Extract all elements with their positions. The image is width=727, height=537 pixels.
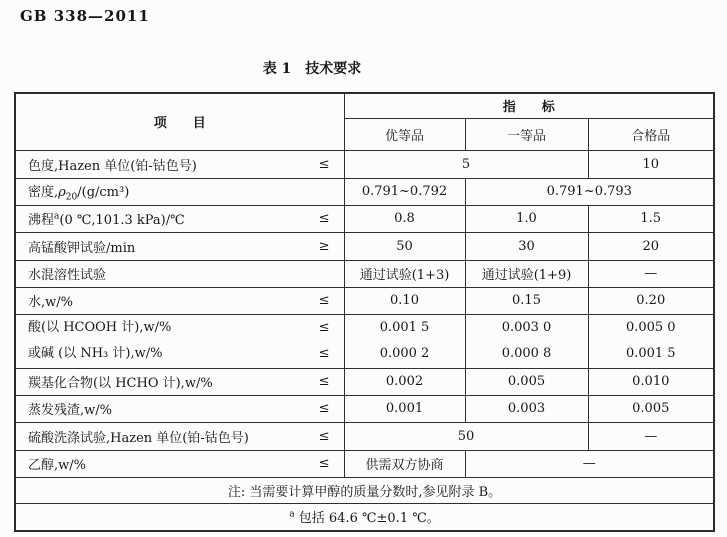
value-cell: 0.005 — [588, 395, 714, 422]
header-index: 指 标 — [344, 93, 714, 118]
value-cell: — — [588, 422, 714, 450]
item-label: 蒸发残渣,w/% — [28, 403, 112, 418]
le-sign: ≤ — [318, 211, 330, 226]
footnote-marker: a — [289, 509, 295, 520]
item-label: 沸程$^a$(0 ℃,101.3 kPa)/℃ — [28, 211, 185, 228]
header-item: 项 目 — [15, 93, 344, 150]
item-label: 硫酸洗涤试验,Hazen 单位(铂-钴色号) — [28, 430, 249, 446]
item-label: 或碱 (以 NH₃ 计),w/% — [28, 346, 163, 361]
value-cell: 0.791~0.793 — [465, 178, 714, 205]
header-grade-premium: 优等品 — [344, 118, 465, 150]
table-row — [15, 205, 714, 232]
le-sign: ≤ — [318, 346, 330, 361]
item-label: 酸(以 HCOOH 计),w/% — [28, 320, 172, 335]
table-row — [15, 178, 714, 205]
table-row — [15, 314, 714, 368]
table-row — [15, 232, 714, 260]
standard-number: GB 338—2011 — [20, 7, 150, 25]
table-footnote — [15, 503, 714, 531]
item-label: 水,w/% — [28, 295, 73, 310]
value-cell: 0.002 — [344, 368, 465, 395]
value-cell: 通过试验(1+9) — [465, 260, 588, 287]
le-sign: ≤ — [318, 156, 330, 172]
value-cell: 0.8 — [344, 205, 465, 232]
value-cell: 供需双方协商 — [344, 450, 465, 477]
table-row — [15, 260, 714, 287]
value-cell: 0.005 0 0.001 5 — [588, 314, 714, 368]
le-sign: ≤ — [318, 456, 330, 471]
le-sign: ≤ — [318, 401, 330, 416]
value-cell: 0.20 — [588, 287, 714, 314]
value-cell: 0.003 — [465, 395, 588, 422]
value-cell: 1.5 — [588, 205, 714, 232]
value-cell: 0.791~0.792 — [344, 178, 465, 205]
value-cell: 20 — [588, 232, 714, 260]
footnote-text: 包括 64.6 ℃±0.1 ℃。 — [298, 511, 440, 527]
value-cell: — — [588, 260, 714, 287]
table-row — [15, 368, 714, 395]
ge-sign: ≥ — [318, 238, 330, 254]
le-sign: ≤ — [318, 374, 330, 389]
table-row — [15, 422, 714, 450]
table-row — [15, 150, 714, 178]
value-cell: 0.15 — [465, 287, 588, 314]
item-label: 高锰酸钾试验/min — [28, 240, 136, 256]
table-footnote-row — [15, 503, 714, 531]
value-cell: 1.0 — [465, 205, 588, 232]
le-sign: ≤ — [318, 293, 330, 308]
header-grade-qualified: 合格品 — [588, 118, 714, 150]
technical-requirements-table — [14, 92, 715, 532]
value-cell: 0.005 — [465, 368, 588, 395]
value-cell: 50 — [344, 232, 465, 260]
le-sign: ≤ — [318, 428, 330, 444]
item-label: 水混溶性试验 — [28, 268, 107, 283]
value-cell: 30 — [465, 232, 588, 260]
table-row — [15, 287, 714, 314]
le-sign: ≤ — [318, 320, 330, 335]
value-cell: — — [465, 450, 714, 477]
value-cell: 0.10 — [344, 287, 465, 314]
item-label: 密度$,\rho_{20}/(g/cm^3)$ — [28, 184, 130, 203]
value-cell: 通过试验(1+3) — [344, 260, 465, 287]
table-header-row — [15, 93, 714, 118]
value-cell: 0.001 5 0.000 2 — [344, 314, 465, 368]
item-label: 色度,Hazen 单位(铂-钴色号) — [28, 158, 197, 174]
item-label: 乙醇,w/% — [28, 458, 86, 473]
table-row — [15, 450, 714, 477]
table-row — [15, 395, 714, 422]
item-label: 羰基化合物(以 HCHO 计),w/% — [28, 376, 213, 391]
value-cell: 5 — [344, 150, 588, 178]
table-title: 表 1 技术要求 — [262, 61, 362, 77]
table-note-row — [15, 477, 714, 503]
table-note: 注: 当需要计算甲醇的质量分数时,参见附录 B。 — [15, 477, 714, 503]
value-cell: 0.003 0 0.000 8 — [465, 314, 588, 368]
header-grade-first: 一等品 — [465, 118, 588, 150]
value-cell: 0.001 — [344, 395, 465, 422]
value-cell: 10 — [588, 150, 714, 178]
value-cell: 0.010 — [588, 368, 714, 395]
value-cell: 50 — [344, 422, 588, 450]
